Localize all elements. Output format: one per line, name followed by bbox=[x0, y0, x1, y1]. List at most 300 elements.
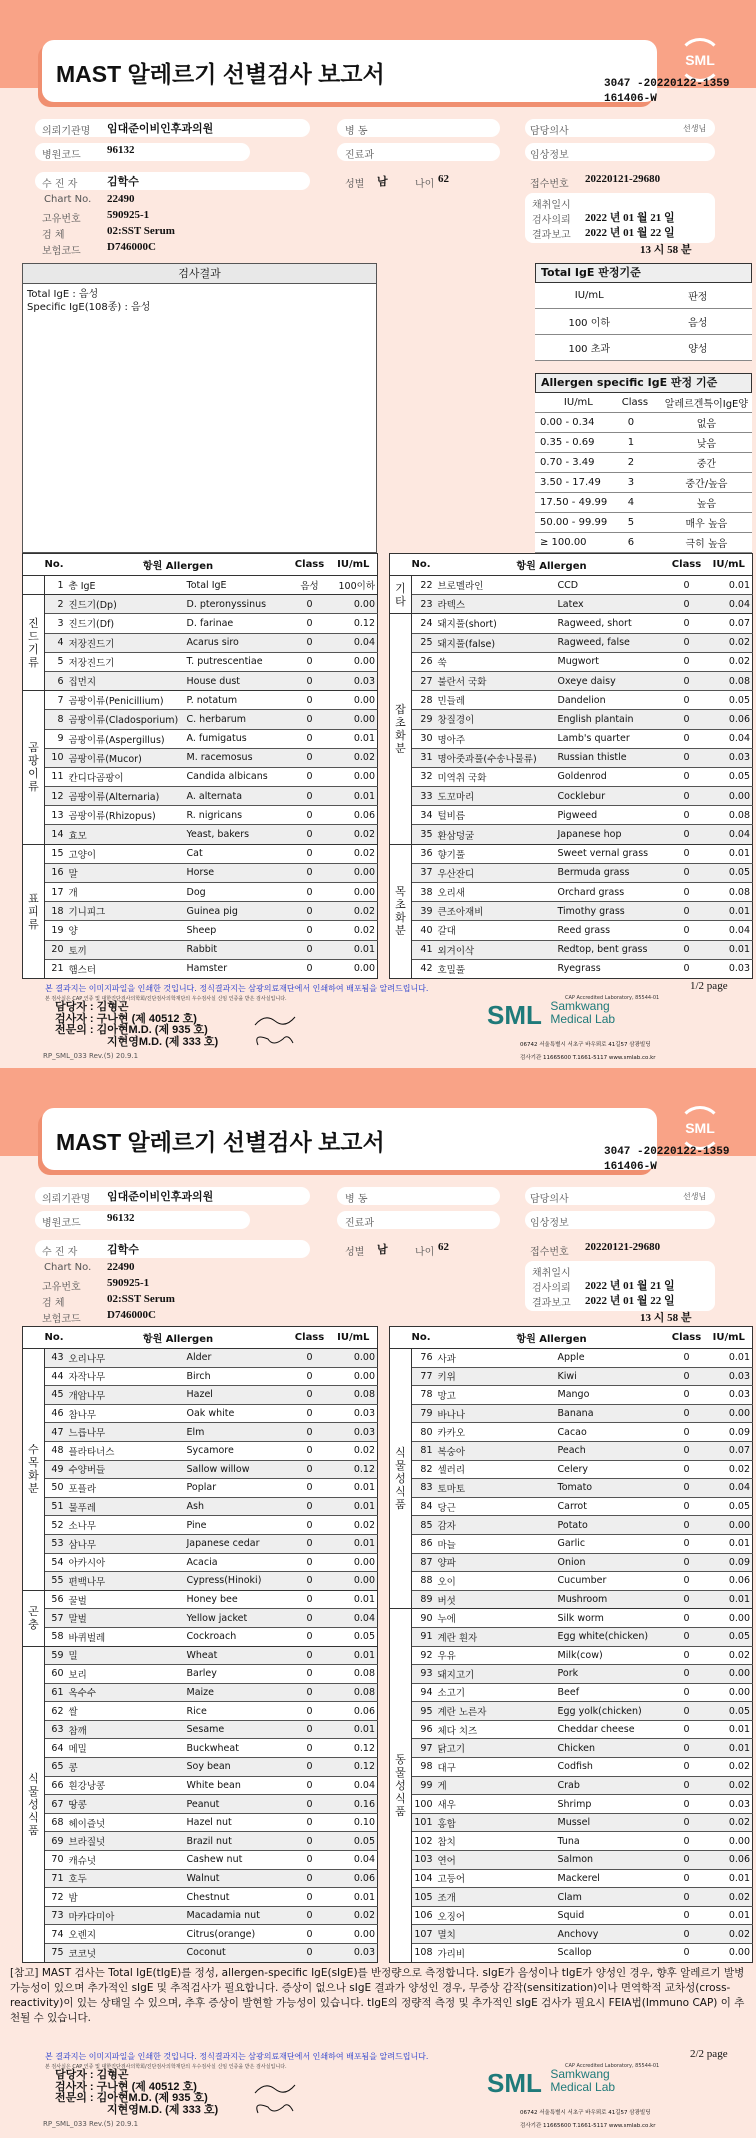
table-row bbox=[390, 652, 753, 671]
allergen-value: 0.00 bbox=[330, 652, 378, 671]
table-row bbox=[23, 652, 378, 671]
allergen-no: 75 bbox=[45, 1944, 67, 1963]
allergen-korean: 캐슈넛 bbox=[67, 1851, 185, 1870]
doctor-label: 담당의사 bbox=[530, 126, 569, 137]
allergen-value: 0.00 bbox=[706, 1683, 753, 1702]
allergen-value: 0.03 bbox=[330, 671, 378, 690]
allergen-class: 0 bbox=[290, 748, 330, 767]
allergen-value: 0.00 bbox=[330, 1572, 378, 1591]
allergen-english: Carrot bbox=[556, 1497, 668, 1516]
page-title: MAST 알레르기 선별검사 보고서 bbox=[56, 61, 385, 87]
allergen-no: 89 bbox=[412, 1590, 436, 1609]
allergen-value: 0.02 bbox=[706, 633, 753, 652]
allergen-english: House dust bbox=[185, 671, 290, 690]
allergen-korean: 진드기(Dp) bbox=[67, 595, 185, 614]
allergen-class: 0 bbox=[290, 1813, 330, 1832]
allergen-no: 63 bbox=[45, 1720, 67, 1739]
allergen-korean: 키위 bbox=[436, 1367, 556, 1386]
group-label: 목초화분 bbox=[390, 844, 412, 978]
table-row bbox=[23, 787, 378, 806]
allergen-english: Ash bbox=[185, 1497, 290, 1516]
allergen-english: Mussel bbox=[556, 1813, 668, 1832]
allergen-no: 37 bbox=[412, 863, 436, 882]
allergen-value: 0.00 bbox=[330, 863, 378, 882]
insurance-value: D746000C bbox=[107, 1309, 156, 1321]
allergen-english: Peanut bbox=[185, 1795, 290, 1814]
allergen-class: 0 bbox=[290, 1386, 330, 1405]
criteria-row: 0.35 - 0.69 1 낮음 bbox=[535, 433, 752, 453]
tester: 검사자 : 구나현 (제 40512 호) bbox=[55, 1012, 197, 1025]
allergen-korean: 밀 bbox=[67, 1646, 185, 1665]
allergen-value: 0.02 bbox=[330, 1516, 378, 1535]
allergen-class: 0 bbox=[290, 1516, 330, 1535]
allergen-english: Squid bbox=[556, 1906, 668, 1925]
allergen-no: 79 bbox=[412, 1404, 436, 1423]
lab-contact: 검사기관 11665600 T.1661-5117 www.smlab.co.kr bbox=[520, 2123, 656, 2129]
allergen-class: 0 bbox=[290, 767, 330, 786]
allergen-value: 0.01 bbox=[330, 1479, 378, 1498]
allergen-english: Bermuda grass bbox=[556, 863, 668, 882]
allergen-english: Maize bbox=[185, 1683, 290, 1702]
criteria-row: ≥ 100.00 6 극히 높음 bbox=[535, 533, 752, 553]
allergen-no: 66 bbox=[45, 1776, 67, 1795]
table-row bbox=[23, 1851, 378, 1870]
allergen-class: 0 bbox=[668, 1534, 706, 1553]
column-header bbox=[23, 1327, 45, 1349]
allergen-no: 86 bbox=[412, 1534, 436, 1553]
criteria-row: 100 이하 음성 bbox=[535, 309, 752, 335]
allergen-class: 0 bbox=[668, 825, 706, 844]
table-row bbox=[390, 1683, 753, 1702]
allergen-english: Macadamia nut bbox=[185, 1906, 290, 1925]
allergen-english: Total IgE bbox=[185, 576, 290, 595]
allergen-class: 0 bbox=[668, 1516, 706, 1535]
allergen-no: 14 bbox=[45, 825, 67, 844]
allergen-class: 0 bbox=[668, 1590, 706, 1609]
allergen-value: 0.01 bbox=[330, 1646, 378, 1665]
allergen-korean: 마늘 bbox=[436, 1534, 556, 1553]
sml-logo: SML bbox=[678, 1106, 722, 1150]
allergen-english: Tomato bbox=[556, 1479, 668, 1498]
allergen-no: 96 bbox=[412, 1720, 436, 1739]
allergen-class: 0 bbox=[290, 1944, 330, 1963]
request-label: 검사의뢰 bbox=[532, 215, 571, 226]
receipt-label: 접수번호 bbox=[530, 1247, 569, 1258]
allergen-english: D. pteronyssinus bbox=[185, 595, 290, 614]
allergen-class: 0 bbox=[290, 844, 330, 863]
allergen-korean: 감자 bbox=[436, 1516, 556, 1535]
table-row bbox=[390, 1404, 753, 1423]
allergen-value: 0.12 bbox=[330, 1758, 378, 1777]
allergen-no: 44 bbox=[45, 1367, 67, 1386]
allergen-korean: 삼나무 bbox=[67, 1534, 185, 1553]
institution-value: 임대준이비인후과의원 bbox=[107, 1191, 214, 1203]
allergen-class: 0 bbox=[668, 844, 706, 863]
allergen-class: 0 bbox=[290, 691, 330, 710]
allergen-class: 0 bbox=[290, 902, 330, 921]
allergen-value: 0.02 bbox=[706, 1776, 753, 1795]
allergen-english: Alder bbox=[185, 1349, 290, 1368]
allergen-english: Acacia bbox=[185, 1553, 290, 1572]
table-row bbox=[390, 1479, 753, 1498]
allergen-no: 55 bbox=[45, 1572, 67, 1591]
allergen-class: 0 bbox=[668, 1832, 706, 1851]
allergen-no: 21 bbox=[45, 959, 67, 978]
allergen-korean: 바나나 bbox=[436, 1404, 556, 1423]
allergen-korean: 호밀풀 bbox=[436, 959, 556, 978]
allergen-korean: 창질경이 bbox=[436, 710, 556, 729]
allergen-no: 100 bbox=[412, 1795, 436, 1814]
table-row bbox=[390, 576, 753, 595]
table-row bbox=[23, 959, 378, 978]
table-row bbox=[23, 1423, 378, 1442]
allergen-english: Yeast, bakers bbox=[185, 825, 290, 844]
allergen-english: Hazel nut bbox=[185, 1813, 290, 1832]
specialist-2: 지현영M.D. (제 333 호) bbox=[107, 2103, 219, 2116]
table-row bbox=[23, 1869, 378, 1888]
allergen-value: 0.04 bbox=[706, 921, 753, 940]
allergen-value: 0.08 bbox=[330, 1665, 378, 1684]
allergen-class: 0 bbox=[290, 1367, 330, 1386]
allergen-value: 0.12 bbox=[330, 1739, 378, 1758]
allergen-english: Mango bbox=[556, 1386, 668, 1405]
allergen-korean: 개 bbox=[67, 883, 185, 902]
cap-text: CAP Accredited Laboratory, 85544-01 bbox=[565, 2063, 660, 2069]
signature-image bbox=[250, 2078, 310, 2118]
table-row bbox=[23, 1534, 378, 1553]
sex-label: 성별 bbox=[345, 1247, 365, 1258]
specific-ige-criteria: Allergen specific IgE 판정 기준 IU/mL Class 알레르겐특이IgE양 0.00 - 0.34 0 없음 0.35 - 0.69 1 낮음 0.70 - 3.49 2 중간 3.50 - 17.49 3 중간/높음 17.50 - 49.99 4 높음 50.00 - 99.99 5 매우 높음 ≥ 100.00 6 극히 높음 bbox=[535, 373, 752, 553]
allergen-english: Milk(cow) bbox=[556, 1646, 668, 1665]
allergen-class: 0 bbox=[668, 1367, 706, 1386]
allergen-korean: 대구 bbox=[436, 1758, 556, 1777]
allergen-value: 0.07 bbox=[706, 1441, 753, 1460]
allergen-value: 0.02 bbox=[330, 825, 378, 844]
allergen-value: 0.00 bbox=[330, 883, 378, 902]
column-header bbox=[23, 554, 45, 576]
allergen-value: 0.16 bbox=[330, 1795, 378, 1814]
table-row bbox=[23, 825, 378, 844]
table-row bbox=[23, 1925, 378, 1944]
allergen-korean: 오렌지 bbox=[67, 1925, 185, 1944]
allergen-no: 46 bbox=[45, 1404, 67, 1423]
allergen-value: 0.02 bbox=[330, 1906, 378, 1925]
allergen-value: 0.02 bbox=[330, 1441, 378, 1460]
allergen-no: 103 bbox=[412, 1851, 436, 1870]
allergen-korean: 꿀벌 bbox=[67, 1590, 185, 1609]
table-row bbox=[23, 1590, 378, 1609]
allergen-korean: 총 IgE bbox=[67, 576, 185, 595]
allergen-class: 0 bbox=[668, 1869, 706, 1888]
footer-notice: 본 결과지는 이미지파일을 인쇄한 것입니다. 정식결과지는 삼광의료재단에서 인쇄하여 배포됨을 알려드립니다. bbox=[45, 984, 429, 993]
allergen-table bbox=[389, 1326, 753, 1963]
allergen-value: 0.01 bbox=[330, 940, 378, 959]
table-row bbox=[23, 671, 378, 690]
allergen-no: 49 bbox=[45, 1460, 67, 1479]
allergen-value: 0.04 bbox=[706, 729, 753, 748]
allergen-class: 0 bbox=[668, 1665, 706, 1684]
table-row bbox=[390, 1516, 753, 1535]
allergen-no: 29 bbox=[412, 710, 436, 729]
allergen-korean: 편백나무 bbox=[67, 1572, 185, 1591]
allergen-value: 0.07 bbox=[706, 614, 753, 633]
sex-value: 남 bbox=[377, 176, 388, 188]
allergen-korean: 토마토 bbox=[436, 1479, 556, 1498]
hospital-code-label: 병원코드 bbox=[42, 150, 81, 161]
doctor-label: 담당의사 bbox=[530, 1194, 569, 1205]
allergen-value: 0.05 bbox=[706, 1627, 753, 1646]
allergen-korean: 털비름 bbox=[436, 806, 556, 825]
allergen-class: 음성 bbox=[290, 576, 330, 595]
results-header: 검사결과 bbox=[23, 264, 376, 284]
allergen-english: Mushroom bbox=[556, 1590, 668, 1609]
allergen-class: 0 bbox=[290, 1683, 330, 1702]
allergen-korean: 새우 bbox=[436, 1795, 556, 1814]
table-row bbox=[390, 1609, 753, 1628]
allergen-value: 0.09 bbox=[706, 1423, 753, 1442]
table-row bbox=[23, 1441, 378, 1460]
allergen-korean: 땅콩 bbox=[67, 1795, 185, 1814]
allergen-korean: 망고 bbox=[436, 1386, 556, 1405]
receipt-label: 접수번호 bbox=[530, 179, 569, 190]
allergen-english: Ragweed, short bbox=[556, 614, 668, 633]
allergen-class: 0 bbox=[668, 671, 706, 690]
column-header: 항원 Allergen bbox=[67, 554, 290, 576]
allergen-value: 0.02 bbox=[330, 748, 378, 767]
allergen-class: 0 bbox=[668, 1888, 706, 1907]
allergen-english: Orchard grass bbox=[556, 883, 668, 902]
allergen-no: 60 bbox=[45, 1665, 67, 1684]
allergen-english: Hazel bbox=[185, 1386, 290, 1405]
allergen-english: Rabbit bbox=[185, 940, 290, 959]
allergen-korean: 도꼬마리 bbox=[436, 787, 556, 806]
allergen-value: 0.01 bbox=[706, 1869, 753, 1888]
allergen-value: 0.08 bbox=[330, 1386, 378, 1405]
footer-notice: 본 결과지는 이미지파일을 인쇄한 것입니다. 정식결과지는 삼광의료재단에서 인쇄하여 배포됨을 알려드립니다. bbox=[45, 2052, 429, 2061]
allergen-english: Goldenrod bbox=[556, 767, 668, 786]
allergen-value: 0.04 bbox=[706, 595, 753, 614]
allergen-value: 0.05 bbox=[330, 1832, 378, 1851]
allergen-english: Dandelion bbox=[556, 691, 668, 710]
allergen-value: 0.09 bbox=[706, 1553, 753, 1572]
allergen-korean: 외겨이삭 bbox=[436, 940, 556, 959]
group-label: 곤충 bbox=[23, 1590, 45, 1646]
allergen-no: 33 bbox=[412, 787, 436, 806]
allergen-korean: 체다 치즈 bbox=[436, 1720, 556, 1739]
table-row bbox=[390, 1813, 753, 1832]
institution-value: 임대준이비인후과의원 bbox=[107, 123, 214, 135]
allergen-english: Birch bbox=[185, 1367, 290, 1386]
allergen-class: 0 bbox=[290, 1869, 330, 1888]
table-row bbox=[23, 921, 378, 940]
allergen-english: Buckwheat bbox=[185, 1739, 290, 1758]
allergen-value: 0.08 bbox=[330, 1683, 378, 1702]
allergen-class: 0 bbox=[668, 767, 706, 786]
allergen-korean: 사과 bbox=[436, 1349, 556, 1368]
table-row bbox=[390, 1925, 753, 1944]
allergen-no: 85 bbox=[412, 1516, 436, 1535]
allergen-korean: 물푸레 bbox=[67, 1497, 185, 1516]
allergen-korean: 멸치 bbox=[436, 1925, 556, 1944]
allergen-english: Chicken bbox=[556, 1739, 668, 1758]
allergen-korean: 밤 bbox=[67, 1888, 185, 1907]
allergen-no: 102 bbox=[412, 1832, 436, 1851]
table-row bbox=[23, 1832, 378, 1851]
table-row bbox=[390, 1944, 753, 1963]
allergen-value: 0.02 bbox=[706, 1813, 753, 1832]
allergen-class: 0 bbox=[668, 576, 706, 595]
allergen-no: 56 bbox=[45, 1590, 67, 1609]
page-number: 1/2 page bbox=[690, 980, 728, 992]
allergen-english: Pork bbox=[556, 1665, 668, 1684]
table-row bbox=[390, 767, 753, 786]
lab-contact: 검사기관 11665600 T.1661-5117 www.smlab.co.kr bbox=[520, 1055, 656, 1061]
table-row bbox=[390, 787, 753, 806]
table-row bbox=[390, 1869, 753, 1888]
allergen-class: 0 bbox=[668, 921, 706, 940]
allergen-korean: 가리비 bbox=[436, 1944, 556, 1963]
allergen-english: Cat bbox=[185, 844, 290, 863]
result-time: 13 시 58 분 bbox=[640, 1312, 692, 1324]
column-header: Class bbox=[668, 554, 706, 576]
allergen-table bbox=[389, 553, 753, 979]
allergen-class: 0 bbox=[668, 1702, 706, 1721]
manager: 담당자 : 김형곤 bbox=[55, 1001, 129, 1013]
allergen-class: 0 bbox=[290, 1906, 330, 1925]
allergen-korean: 브라질넛 bbox=[67, 1832, 185, 1851]
allergen-class: 0 bbox=[668, 883, 706, 902]
allergen-english: Apple bbox=[556, 1349, 668, 1368]
allergen-value: 0.02 bbox=[706, 1925, 753, 1944]
allergen-no: 90 bbox=[412, 1609, 436, 1628]
id-label: 고유번호 bbox=[42, 1282, 81, 1293]
criteria-row: 50.00 - 99.99 5 매우 높음 bbox=[535, 513, 752, 533]
allergen-class: 0 bbox=[668, 1553, 706, 1572]
allergen-no: 7 bbox=[45, 691, 67, 710]
allergen-no: 15 bbox=[45, 844, 67, 863]
allergen-class: 0 bbox=[290, 1460, 330, 1479]
column-header: 항원 Allergen bbox=[67, 1327, 290, 1349]
allergen-class: 0 bbox=[290, 863, 330, 882]
table-row bbox=[23, 1683, 378, 1702]
table-row bbox=[390, 806, 753, 825]
allergen-english: Brazil nut bbox=[185, 1832, 290, 1851]
result-time: 13 시 58 분 bbox=[640, 244, 692, 256]
ward-label: 병 동 bbox=[345, 126, 368, 137]
allergen-korean: 햄스터 bbox=[67, 959, 185, 978]
allergen-value: 0.05 bbox=[330, 1627, 378, 1646]
table-row bbox=[390, 614, 753, 633]
sex-value: 남 bbox=[377, 1244, 388, 1256]
result-label: 결과보고 bbox=[532, 1298, 571, 1309]
group-label: 진드기류 bbox=[23, 595, 45, 691]
table-row bbox=[390, 1888, 753, 1907]
allergen-no: 42 bbox=[412, 959, 436, 978]
report-code-suffix: 161406-W bbox=[604, 1161, 657, 1173]
allergen-value: 0.01 bbox=[706, 940, 753, 959]
insurance-label: 보험코드 bbox=[42, 246, 81, 257]
allergen-class: 0 bbox=[668, 1720, 706, 1739]
table-row bbox=[23, 691, 378, 710]
allergen-class: 0 bbox=[290, 1534, 330, 1553]
lab-logo: SML Samkwang Medical Lab bbox=[487, 2067, 616, 2098]
allergen-korean: 불란서 국화 bbox=[436, 671, 556, 690]
allergen-english: Egg yolk(chicken) bbox=[556, 1702, 668, 1721]
allergen-korean: 소고기 bbox=[436, 1683, 556, 1702]
allergen-no: 24 bbox=[412, 614, 436, 633]
allergen-no: 87 bbox=[412, 1553, 436, 1572]
result-date: 2022 년 01 월 22 일 bbox=[585, 1295, 675, 1307]
allergen-value: 0.00 bbox=[706, 1665, 753, 1684]
allergen-value: 0.01 bbox=[330, 1497, 378, 1516]
table-row bbox=[390, 691, 753, 710]
group-label: 잡초화분 bbox=[390, 614, 412, 844]
allergen-class: 0 bbox=[290, 1739, 330, 1758]
allergen-korean: 콩 bbox=[67, 1758, 185, 1777]
allergen-class: 0 bbox=[668, 1813, 706, 1832]
allergen-english: Horse bbox=[185, 863, 290, 882]
allergen-value: 0.00 bbox=[706, 1404, 753, 1423]
cap-text: CAP Accredited Laboratory, 85544-01 bbox=[565, 995, 660, 1001]
allergen-no: 69 bbox=[45, 1832, 67, 1851]
allergen-no: 71 bbox=[45, 1869, 67, 1888]
allergen-value: 0.03 bbox=[706, 959, 753, 978]
allergen-english: Reed grass bbox=[556, 921, 668, 940]
allergen-class: 0 bbox=[290, 1497, 330, 1516]
allergen-english: Barley bbox=[185, 1665, 290, 1684]
table-row bbox=[390, 710, 753, 729]
allergen-english: Oak white bbox=[185, 1404, 290, 1423]
allergen-english: Clam bbox=[556, 1888, 668, 1907]
allergen-korean: 셀러리 bbox=[436, 1460, 556, 1479]
column-header: 항원 Allergen bbox=[436, 554, 668, 576]
doctor-suffix: 선생님 bbox=[683, 124, 707, 133]
allergen-korean: 진드기(Df) bbox=[67, 614, 185, 633]
allergen-english: Mackerel bbox=[556, 1869, 668, 1888]
allergen-korean: 곰팡이류(Cladosporium) bbox=[67, 710, 185, 729]
allergen-english: Crab bbox=[556, 1776, 668, 1795]
table-row bbox=[23, 1944, 378, 1963]
allergen-value: 0.01 bbox=[330, 1534, 378, 1553]
table-row bbox=[390, 1386, 753, 1405]
allergen-class: 0 bbox=[290, 671, 330, 690]
column-header: No. bbox=[45, 1327, 67, 1349]
allergen-value: 0.04 bbox=[330, 1851, 378, 1870]
allergen-korean: 쑥 bbox=[436, 652, 556, 671]
allergen-english: Chestnut bbox=[185, 1888, 290, 1907]
allergen-korean: 집먼지 bbox=[67, 671, 185, 690]
allergen-korean: 갈대 bbox=[436, 921, 556, 940]
allergen-english: Celery bbox=[556, 1460, 668, 1479]
allergen-english: Sweet vernal grass bbox=[556, 844, 668, 863]
title-card bbox=[42, 1108, 657, 1170]
specialist: 전문의 : 김아현M.D. (제 935 호) bbox=[55, 1024, 208, 1036]
table-row bbox=[390, 1739, 753, 1758]
sex-label: 성별 bbox=[345, 179, 365, 190]
allergen-value: 0.03 bbox=[330, 1944, 378, 1963]
allergen-english: Ragweed, false bbox=[556, 633, 668, 652]
insurance-label: 보험코드 bbox=[42, 1314, 81, 1325]
allergen-korean: 옥수수 bbox=[67, 1683, 185, 1702]
allergen-value: 0.01 bbox=[706, 1720, 753, 1739]
allergen-korean: 당근 bbox=[436, 1497, 556, 1516]
allergen-no: 61 bbox=[45, 1683, 67, 1702]
allergen-english: Redtop, bent grass bbox=[556, 940, 668, 959]
table-row bbox=[23, 1627, 378, 1646]
allergen-class: 0 bbox=[290, 1776, 330, 1795]
table-row bbox=[390, 1776, 753, 1795]
allergen-english: Oxeye daisy bbox=[556, 671, 668, 690]
